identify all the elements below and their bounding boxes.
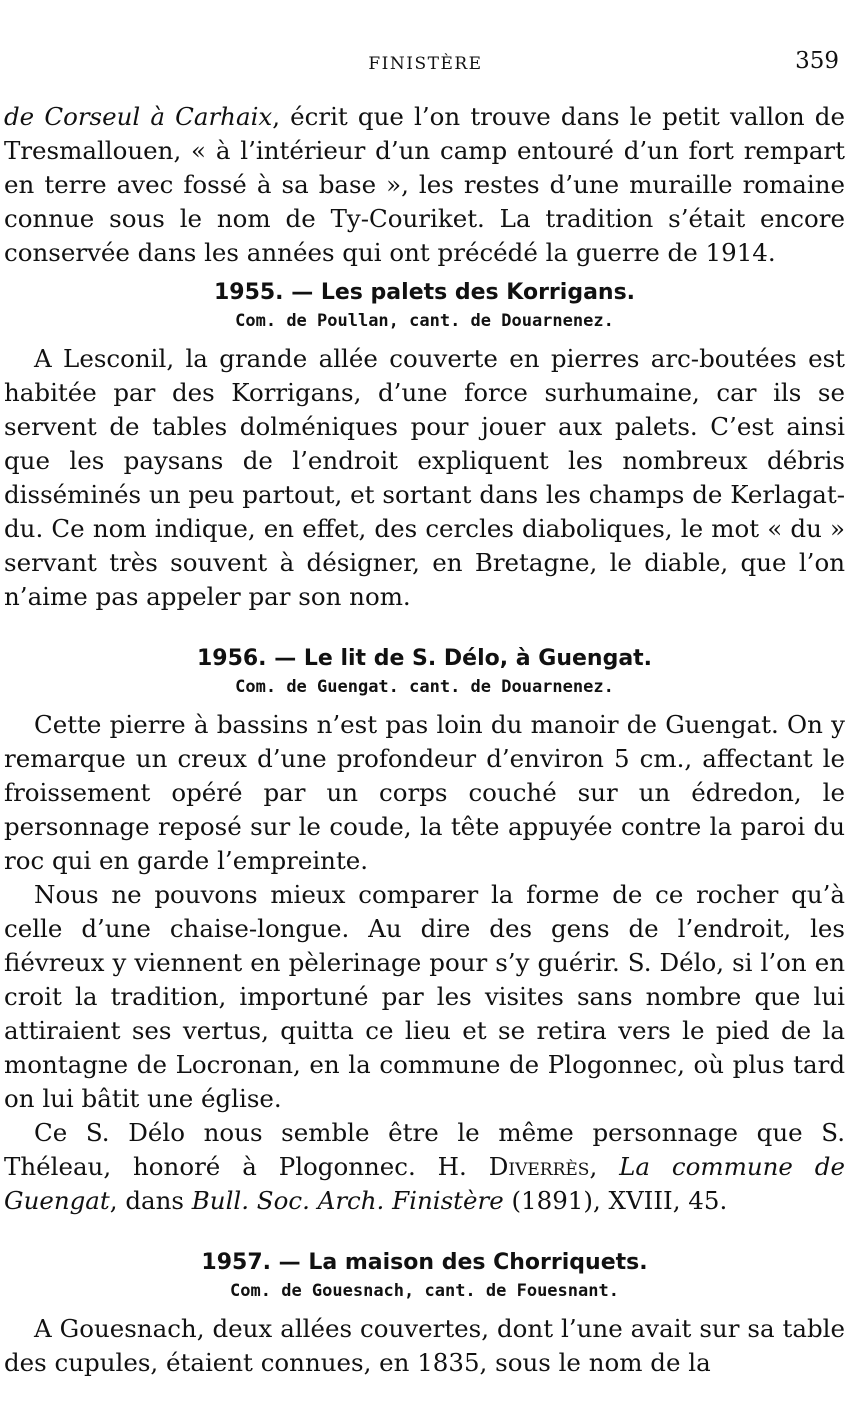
page-header <box>0 48 851 78</box>
citation-author: Diverrès <box>488 1152 590 1181</box>
section-1955-paragraph: A Lesconil, la grande allée couverte en pierres arc-boutées est habitée par des Korrigans, d’une force surhumaine, car ils se servent de tables dolméniques pour jouer aux palets. C’est ainsi que les paysans de l’endroit expliquent les nombreux débris disséminés un peu partout, et sortant dans les champs de Kerlagat-du. Ce nom indique, en effet, des cercles diaboliques, le mot « du » servant très souvent à désigner, en Bretagne, le diable, que l’on n’aime pas appeler par son nom. <box>4 344 845 611</box>
section-1955-heading: 1955. — Les palets des Korrigans. <box>213 280 636 305</box>
section-1956-citation <box>4 1116 845 1218</box>
running-title: FINISTÈRE <box>368 54 483 74</box>
citation-sep-1: , <box>589 1152 620 1181</box>
intro-title: de Corseul à Carhaix <box>4 102 273 131</box>
citation-title: La commune de Guengat <box>4 1152 845 1215</box>
citation-lead: Ce S. Délo nous semble être le même personnage que S. Théleau, honoré à Plogonnec. H. <box>4 1118 845 1181</box>
section-1957-location: Com. de Gouesnach, cant. de Fouesnant. <box>230 1281 619 1301</box>
page-number: 359 <box>795 48 839 74</box>
section-1957-paragraph: A Gouesnach, deux allées couvertes, dont l’une avait sur sa table des cupules, étaient connues, en 1835, sous le nom de la <box>4 1314 845 1377</box>
intro-text: , écrit que l’on trouve dans le petit vallon de Tresmallouen, « à l’intérieur d’un camp entouré d’un fort rempart en terre avec fossé à sa base », les restes d’une muraille romaine connue sous le nom de Ty-Couriket. La tradition s’était encore conservée dans les années qui ont précédé la guerre de 1914. <box>4 102 845 267</box>
section-1956-heading: 1956. — Le lit de S. Délo, à Guengat. <box>196 646 653 671</box>
page-content <box>4 100 845 1380</box>
citation-journal: Bull. Soc. Arch. Finistère <box>191 1186 504 1215</box>
intro-paragraph <box>4 100 845 270</box>
section-1956-paragraph-1: Cette pierre à bassins n’est pas loin du manoir de Guengat. On y remarque un creux d’une profondeur d’environ 5 cm., affectant le froissement opéré par un corps couché sur un édredon, le personnage reposé sur le coude, la tête appuyée contre la paroi du roc qui en garde l’empreinte. <box>4 710 845 875</box>
citation-sep-2: , dans <box>109 1186 192 1215</box>
section-1957-heading: 1957. — La maison des Chorriquets. <box>201 1250 648 1275</box>
section-1956-paragraph-2: Nous ne pouvons mieux comparer la forme de ce rocher qu’à celle d’une chaise-longue. Au dire des gens de l’endroit, les fiévreux y viennent en pèlerinage pour s’y guérir. S. Délo, si l’on en croit la tradition, importuné par les visites sans nombre que lui attiraient ses vertus, quitta ce lieu et se retira vers le pied de la montagne de Locronan, en la commune de Plogonnec, où plus tard on lui bâtit une église. <box>4 880 845 1113</box>
section-1956-location: Com. de Guengat. cant. de Douarnenez. <box>235 677 614 697</box>
citation-tail: (1891), XVIII, 45. <box>503 1186 728 1215</box>
section-1955-location: Com. de Poullan, cant. de Douarnenez. <box>235 311 614 331</box>
